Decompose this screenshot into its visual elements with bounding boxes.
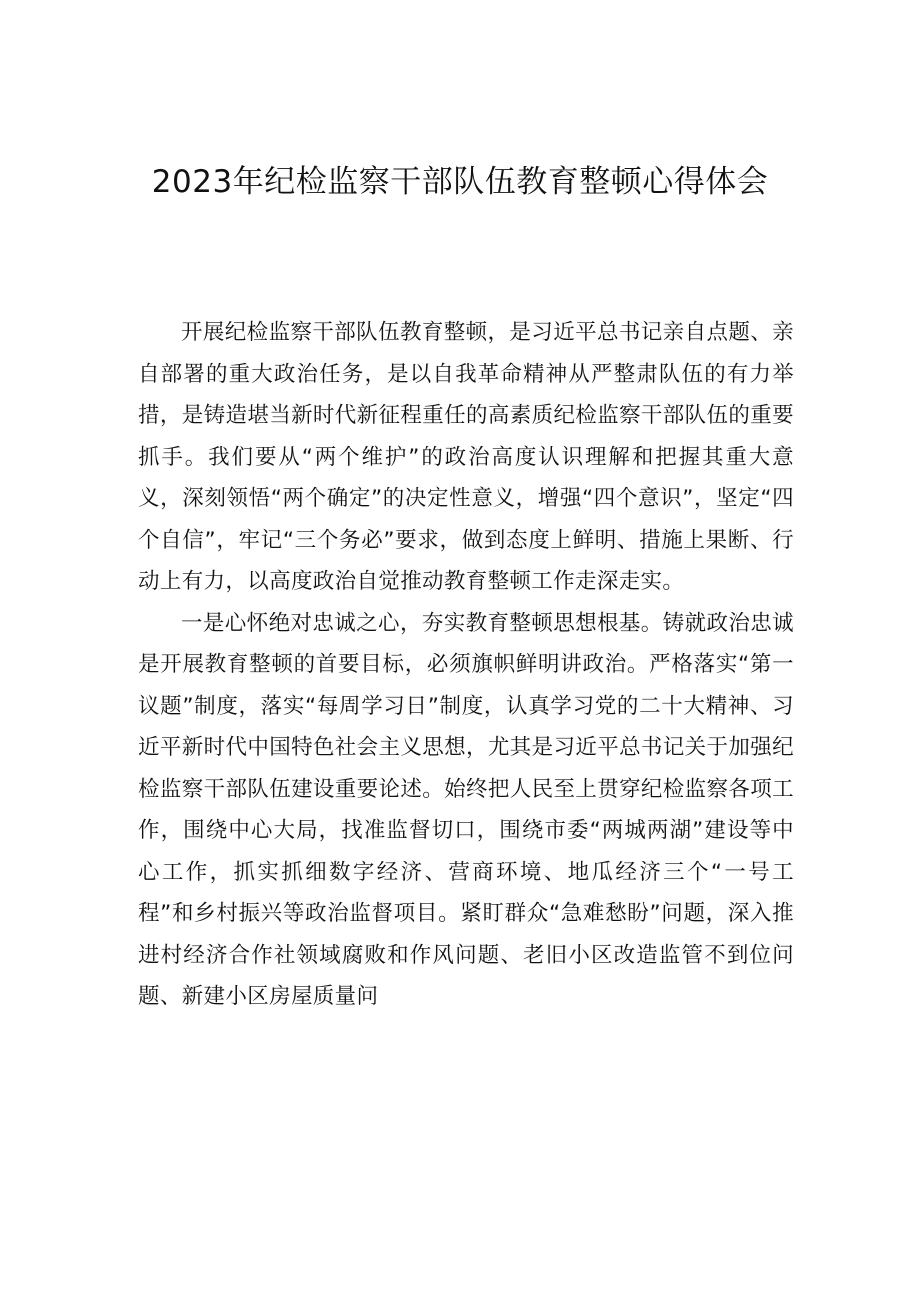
paragraph-intro: 开展纪检监察干部队伍教育整顿，是习近平总书记亲自点题、亲自部署的重大政治任务，是以自我革命精神从严整肃队伍的有力举措，是铸造堪当新时代新征程重任的高素质纪检监察干部队伍的重要抓手。我们要从“两个维护”的政治高度认识理解和把握其重大意义，深刻领悟“两个确定”的决定性意义，增强“四个意识”，坚定“四个自信”，牢记“三个务必”要求，做到态度上鲜明、措施上果断、行动上有力，以高度政治自觉推动教育整顿工作走深走实。 bbox=[138, 320, 794, 594]
document-body bbox=[138, 312, 794, 1018]
paragraph-point-one: 一是心怀绝对忠诚之心，夯实教育整顿思想根基。铸就政治忠诚是开展教育整顿的首要目标，必须旗帜鲜明讲政治。严格落实“第一议题”制度，落实“每周学习日”制度，认真学习党的二十大精神、习近平新时代中国特色社会主义思想，尤其是习近平总书记关于加强纪检监察干部队伍建设重要论述。始终把人民至上贯穿纪检监察各项工作，围绕中心大局，找准监督切口，围绕市委“两城两湖”建设等中心工作，抓实抓细数字经济、营商环境、地瓜经济三个“一号工程”和乡村振兴等政治监督项目。紧盯群众“急难愁盼”问题，深入推进村经济合作社领域腐败和作风问题、老旧小区改造监管不到位问题、新建小区房屋质量问 bbox=[138, 610, 794, 1009]
document-title: 2023年纪检监察干部队伍教育整顿心得体会 bbox=[151, 164, 769, 200]
